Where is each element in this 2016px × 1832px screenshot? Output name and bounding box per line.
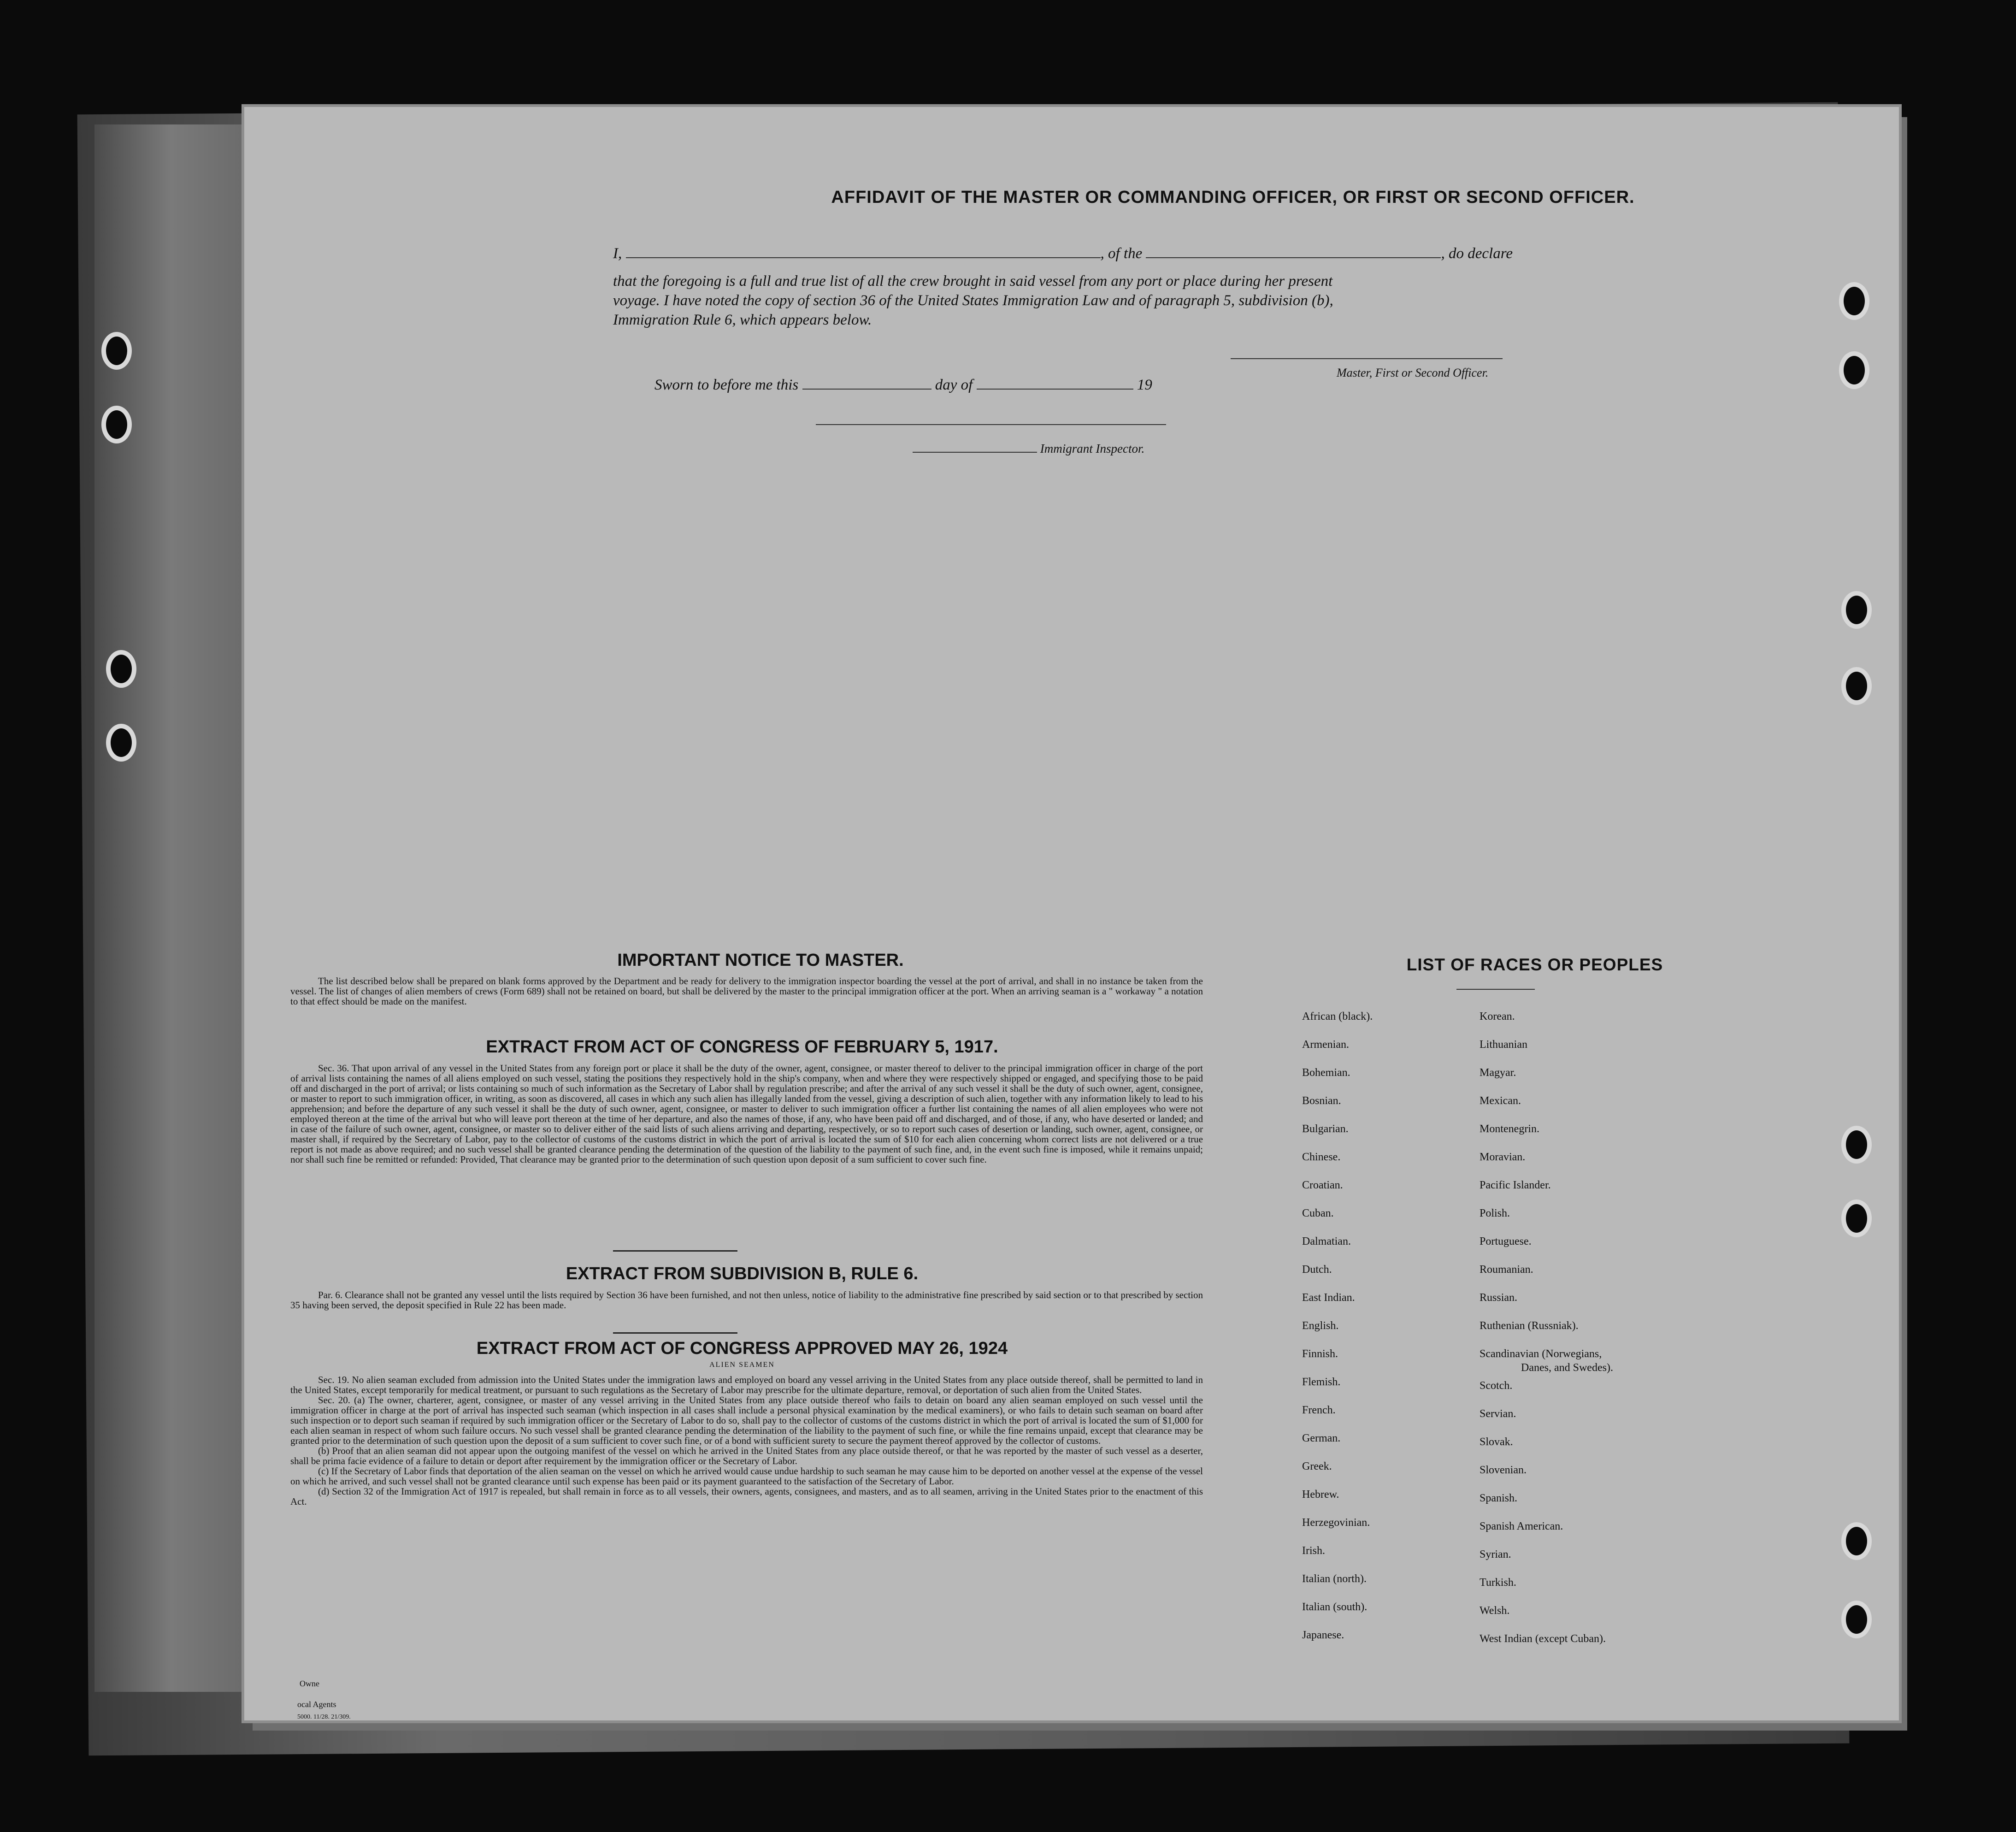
footer-form-code: 5000. 11/28. 21/309. [297,1714,351,1720]
sworn-label: Sworn to before me this [654,377,799,393]
sec-19-text: Sec. 19. No alien seaman excluded from admission into the United States under the immigration laws and employed on board any vessel arriving in the United States from any place outside thereof, shall be permitted to land in the United States, except temporarily for medical treatment, or pursuant to such regulations as the Secretary of Labor may prescribe for the ultimate departure, removal, or deportation of such alien from the United States. [290,1374,1203,1395]
race-entry: Slovak. [1480,1436,1513,1448]
races-title-rule [1456,989,1535,990]
race-entry: West Indian (except Cuban). [1480,1633,1606,1645]
race-entry: Korean. [1480,1011,1515,1022]
footer-local-agents: ocal Agents [297,1700,336,1709]
punch-hole [1846,1130,1867,1159]
extract-1924-body [290,1375,1203,1507]
section-divider [613,1332,737,1334]
extract-1924-subtitle: ALIEN SEAMEN [709,1361,775,1369]
race-entry-continuation: Danes, and Swedes). [1521,1362,1613,1374]
punch-hole [1846,596,1867,624]
sworn-month-blank [977,377,1133,390]
master-signature-line [1231,358,1503,359]
sworn-day-of: day of [935,377,973,393]
affidavit-i: I, [613,245,622,262]
vessel-blank [1146,245,1441,258]
sec-20d-text: (d) Section 32 of the Immigration Act of 1917 is repealed, but shall remain in force as to all vessels, their owners, agents, consignees, and masters, and as to all seamen, arriving in the United States prior to the enactment of this Act. [290,1486,1203,1507]
race-entry: Cuban. [1302,1207,1334,1219]
race-entry: Servian. [1480,1408,1516,1420]
affidavit-title: AFFIDAVIT OF THE MASTER OR COMMANDING OFFICER, OR FIRST OR SECOND OFFICER. [831,188,1635,207]
race-entry: Flemish. [1302,1376,1341,1388]
race-entry: Dutch. [1302,1264,1332,1276]
punch-hole [106,337,127,365]
race-entry: Mexican. [1480,1095,1521,1107]
race-entry: Syrian. [1480,1548,1511,1560]
punch-hole [1844,287,1865,315]
race-entry: Lithuanian [1480,1039,1527,1051]
race-entry: Irish. [1302,1545,1325,1557]
race-entry: Italian (south). [1302,1601,1368,1613]
race-entry: Welsh. [1480,1605,1510,1617]
sec-20c-text: (c) If the Secretary of Labor finds that deportation of the alien seaman on the vessel on which he arrived would cause undue hardship to such seaman he may cause him to be deported on another vessel at the expense of the vessel on which he arrived, and such vessel shall not be granted clearance until such expense has been paid or its payment guaranteed to the satisfaction of the Secretary of Labor. [290,1466,1203,1487]
inspector-dotted-blank [913,445,1037,453]
race-entry: Bohemian. [1302,1067,1350,1079]
punch-hole [1846,1527,1867,1555]
punch-hole [1844,356,1865,384]
punch-hole [1846,672,1867,700]
race-entry: English. [1302,1320,1339,1332]
race-entry: Scandinavian (Norwegians, [1480,1348,1602,1360]
extract-1917-body: Sec. 36. That upon arrival of any vessel in the United States from any foreign port or place it shall be the duty of the owner, agent, consignee, or master thereof to deliver to the principal immigration officer in charge of the port of arrival lists containing the names of all aliens employed on such vessel, stating the positions they respectively hold in the ship's company, when and where they were respectively shipped or engaged, and specifying those to be paid off and discharged in the port of arrival; or lists containing so much of such information as the Secretary of Labor shall by regulation prescribe; and after the arrival of any such vessel it shall be the duty of such owner, agent, consignee, or master to report to such immigration officer, in writing, as soon as discovered, all cases in which any such alien has illegally landed from the vessel, giving a description of such alien, together with any information likely to lead to his apprehension; and before the departure of any such vessel it shall be the duty of such owner, agent, consignee, or master to deliver to such immigration officer a further list containing the names of all alien employees who were not employed thereon at the time of the arrival but who will leave port thereon at the time of her departure, and also the names of those, if any, who have been paid off and discharged, and of those, if any, who have deserted or landed; and in case of the failure of such owner, agent, consignee, or master so to deliver either of the said lists of such aliens arriving and departing, respectively, or so to report such cases of desertion or landing, such owner, agent, consignee, or master shall, if required by the Secretary of Labor, pay to the collector of customs of the customs district in which the port of arrival is located the sum of $10 for each alien concerning whom correct lists are not delivered or a true report is not made as above required; and no such vessel shall be granted clearance pending the determination of the question of the liability to the payment of such fine, and, in the event such fine is imposed, while it remains unpaid; nor shall such fine be remitted or refunded: Provided, That clearance may be granted prior to the determination of such question upon deposit of a sum sufficient to cover such fine. [290,1063,1203,1165]
race-entry: Spanish. [1480,1492,1518,1504]
sworn-year-prefix: 19 [1137,377,1152,393]
races-title: LIST OF RACES OR PEOPLES [1406,955,1663,974]
race-entry: Finnish. [1302,1348,1338,1360]
extract-1924-title: EXTRACT FROM ACT OF CONGRESS APPROVED MAY 26, 1924 [476,1339,1008,1358]
footer-owners: Owne [300,1679,319,1688]
sec-20a-text: Sec. 20. (a) The owner, charterer, agent, consignee, or master of any vessel arriving in the United States from any place outside thereof who fails to detain on board any alien seaman employed on such vessel until the immigration officer in charge at the port of arrival has inspected such seaman (which inspection in all cases shall include a personal physical examination by the medical examiners), or who fails to detain such seaman on board after such inspection or to deport such seaman if required by such immigration officer or the Secretary of Labor to do so, shall pay to the collector of customs of the customs district in which the port of arrival is located the sum of $1,000 for each alien seaman in respect of whom such failure occurs. No such vessel shall be granted clearance pending the determination of the liability to the payment of such fine, or while the fine remains unpaid, except that clearance may be granted prior to the determination of such question upon the deposit of a sum sufficient to cover such fine, or of a bond with sufficient surety to secure the payment thereof approved by the collector of customs. [290,1395,1203,1446]
race-entry: Bulgarian. [1302,1123,1349,1135]
master-signature-label: Master, First or Second Officer. [1337,366,1489,379]
section-divider [613,1250,737,1252]
race-entry: Japanese. [1302,1629,1344,1641]
punch-hole [1846,1605,1867,1634]
race-entry: German. [1302,1432,1341,1444]
affidavit-line-1 [613,245,1793,262]
race-entry: African (black). [1302,1011,1373,1022]
sworn-line [654,377,1152,394]
race-entry: Portuguese. [1480,1235,1532,1247]
sworn-day-blank [802,377,931,390]
extract-rule6-body: Par. 6. Clearance shall not be granted any vessel until the lists required by Section 36 have been furnished, and not then unless, notice of liability to the administrative fine prescribed by said section or to that prescribed by section 35 having been served, the deposit specified in Rule 22 has been made. [290,1289,1203,1311]
race-entry: French. [1302,1404,1336,1416]
race-entry: Chinese. [1302,1151,1341,1163]
race-entry: Polish. [1480,1207,1510,1219]
race-entry: Armenian. [1302,1039,1349,1051]
race-entry: Ruthenian (Russniak). [1480,1320,1579,1332]
name-blank [626,245,1101,258]
race-entry: Greek. [1302,1460,1332,1472]
race-entry: Magyar. [1480,1067,1516,1079]
affidavit-do-declare: , do declare [1441,245,1513,262]
affidavit-line-4: Immigration Rule 6, which appears below. [613,312,872,328]
inspector-line [913,442,1144,456]
race-entry: Dalmatian. [1302,1235,1351,1247]
inspector-label: Immigrant Inspector. [1040,442,1145,455]
sec-20b-text: (b) Proof that an alien seaman did not appear upon the outgoing manifest of the vessel on which he arrived in the United States from any place outside thereof, or that he was reported by the master of such vessel as a deserter, shall be prima facie evidence of a failure to detain or deport after requirement by the immigration officer or the Secretary of Labor. [290,1445,1203,1466]
punch-hole [111,728,132,757]
affidavit-line-3: voyage. I have noted the copy of section 36 of the United States Immigration Law and of paragraph 5, subdivision (b), [613,292,1333,309]
punch-hole [106,410,127,439]
affidavit-of-the: , of the [1100,245,1143,262]
race-entry: Montenegrin. [1480,1123,1539,1135]
notice-title: IMPORTANT NOTICE TO MASTER. [617,951,904,970]
race-entry: Italian (north). [1302,1573,1367,1585]
affidavit-line-2: that the foregoing is a full and true list of all the crew brought in said vessel from any port or place during her present [613,273,1333,290]
notice-body: The list described below shall be prepared on blank forms approved by the Department and be ready for delivery to the immigration inspector boarding the vessel at the port of arrival, and shall in no instance be taken from the vessel. The list of changes of alien members of crews (Form 689) shall not be retained on board, but shall be delivered by the master to the principal immigration officer at the port. When an arriving seaman is a " workaway " a notation to that effect should be made on the manifest. [290,975,1203,1007]
inspector-signature-line [816,424,1166,425]
race-entry: Croatian. [1302,1179,1343,1191]
manifest-page [244,107,1899,1720]
extract-rule6-title: EXTRACT FROM SUBDIVISION B, RULE 6. [566,1264,919,1283]
race-entry: Scotch. [1480,1380,1513,1392]
race-entry: Moravian. [1480,1151,1526,1163]
race-entry: Hebrew. [1302,1489,1339,1501]
race-entry: Pacific Islander. [1480,1179,1551,1191]
punch-hole [1846,1204,1867,1233]
extract-1917-title: EXTRACT FROM ACT OF CONGRESS OF FEBRUARY 5, 1917. [486,1037,998,1057]
race-entry: Roumanian. [1480,1264,1533,1276]
race-entry: Herzegovinian. [1302,1517,1370,1529]
race-entry: Slovenian. [1480,1464,1527,1476]
race-entry: Bosnian. [1302,1095,1341,1107]
race-entry: Spanish American. [1480,1520,1563,1532]
punch-hole [111,655,132,683]
race-entry: Turkish. [1480,1577,1516,1589]
race-entry: East Indian. [1302,1292,1355,1304]
race-entry: Russian. [1480,1292,1518,1304]
